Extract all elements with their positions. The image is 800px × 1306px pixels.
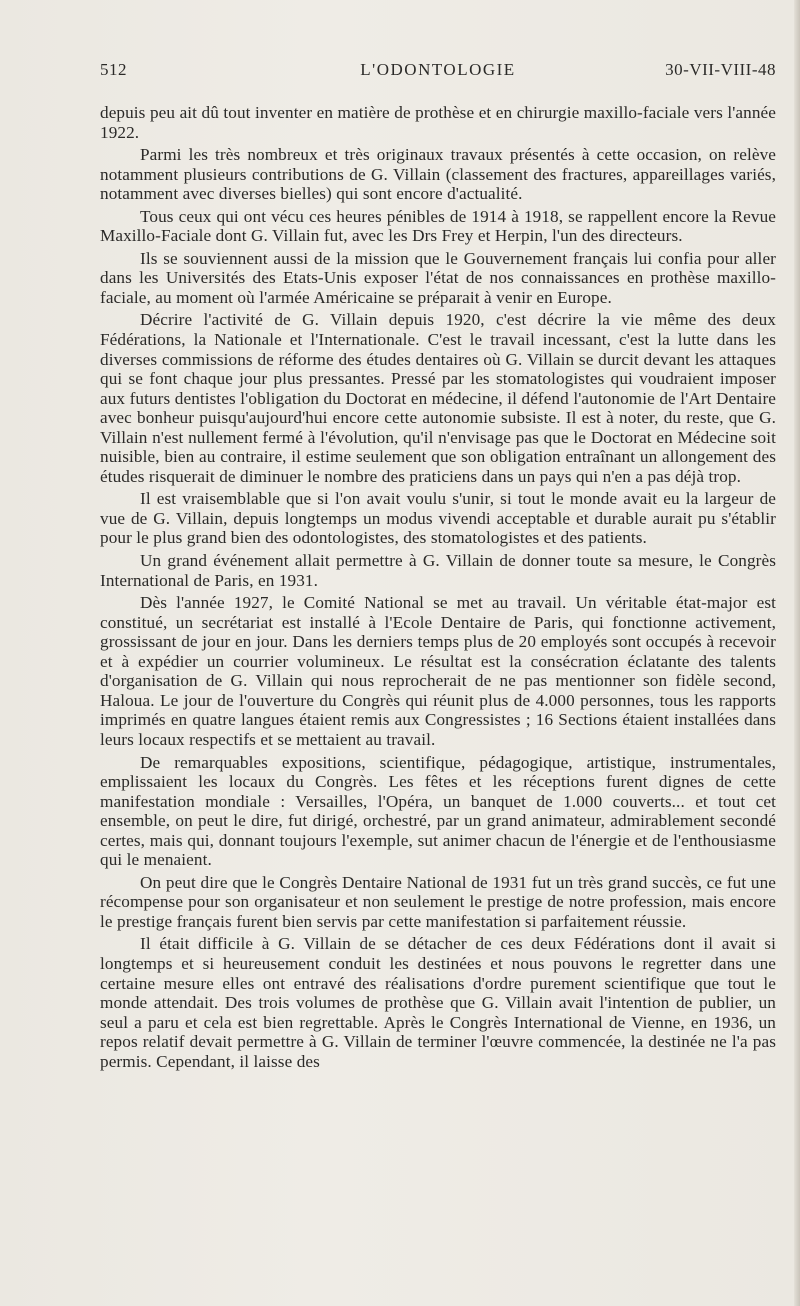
article-body — [100, 103, 776, 1071]
paragraph: depuis peu ait dû tout inventer en matière de prothèse et en chirurgie maxillo-faciale vers l'année 1922. — [100, 103, 776, 142]
paragraph: Décrire l'activité de G. Villain depuis 1920, c'est décrire la vie même des deux Fédérations, la Nationale et l'Internationale. C'est le travail incessant, c'est la lutte dans les diverses commissions de réforme des études dentaires où G. Villain se durcit devant les attaques qui se font chaque jour plus pressantes. Pressé par les stomatologistes qui voudraient imposer aux futurs dentistes l'obligation du Doctorat en médecine, il défend l'autonomie de l'Art Dentaire avec bonheur puisqu'aujourd'hui encore cette autonomie subsiste. Il est à noter, du reste, que G. Villain n'est nullement fermé à l'évolution, qu'il n'envisage pas que le Doctorat en Médecine soit nuisible, bien au contraire, il estime seulement que son obligation entraînant un allongement des études risquerait de diminuer le nombre des praticiens dans un pays qui n'en a pas déjà trop. — [100, 310, 776, 486]
issue-date: 30-VII-VIII-48 — [665, 60, 776, 79]
running-header — [100, 60, 776, 90]
paragraph: Un grand événement allait permettre à G. Villain de donner toute sa mesure, le Congrès International de Paris, en 1931. — [100, 551, 776, 590]
paragraph: Dès l'année 1927, le Comité National se met au travail. Un véritable état-major est constitué, un secrétariat est installé à l'Ecole Dentaire de Paris, qui fonctionne activement, grossissant de jour en jour. Dans les derniers temps plus de 20 employés sont occupés à recevoir et à expédier un courrier volumineux. Le résultat est la consécration éclatante des talents d'organisation de G. Villain qui nous reprocherait de ne pas mentionner son fidèle second, Haloua. Le jour de l'ouverture du Congrès qui réunit plus de 4.000 personnes, tous les rapports imprimés en quatre langues étaient remis aux Congressistes ; 16 Sections étaient installées dans leurs locaux respectifs et se mettaient au travail. — [100, 593, 776, 749]
journal-title: L'ODONTOLOGIE — [360, 60, 516, 79]
paragraph: Ils se souviennent aussi de la mission que le Gouvernement français lui confia pour aller dans les Universités des Etats-Unis exposer l'état de nos connaissances en prothèse maxillo-faciale, au moment où l'armée Américaine se préparait à venir en Europe. — [100, 248, 776, 307]
paragraph: Il était difficile à G. Villain de se détacher de ces deux Fédérations dont il avait si longtemps et si heureusement conduit les destinées et nous pouvons le regretter dans une certaine mesure elles ont entravé des réalisations d'ordre purement scientifique que tout le monde attendait. Des trois volumes de prothèse que G. Villain avait l'intention de publier, un seul a paru et cela est bien regrettable. Après le Congrès International de Vienne, en 1936, un repos relatif devait permettre à G. Villain de terminer l'œuvre commencée, la destinée ne l'a pas permis. Cependant, il laisse des — [100, 934, 776, 1071]
page-number: 512 — [100, 60, 127, 79]
paragraph: De remarquables expositions, scientifique, pédagogique, artistique, instrumentales, emplissaient les locaux du Congrès. Les fêtes et les réceptions furent dignes de cette manifestation mondiale : Versailles, l'Opéra, un banquet de 1.000 couverts... et tout cet ensemble, on peut le dire, fut dirigé, orchestré, par un grand animateur, admirablement secondé certes, mais qui, donnant toujours l'exemple, sut animer chacun de l'énergie et de l'enthousiasme qui le menaient. — [100, 752, 776, 870]
paragraph: Tous ceux qui ont vécu ces heures pénibles de 1914 à 1918, se rappellent encore la Revue Maxillo-Faciale dont G. Villain fut, avec les Drs Frey et Herpin, l'un des directeurs. — [100, 206, 776, 246]
page-edge — [794, 0, 800, 1306]
paragraph: On peut dire que le Congrès Dentaire National de 1931 fut un très grand succès, ce fut une récompense pour son organisateur et non seulement le prestige de notre profession, mais encore le prestige français furent bien servis par cette manifestation si parfaitement réussie. — [100, 872, 776, 931]
paragraph: Parmi les très nombreux et très originaux travaux présentés à cette occasion, on relève notamment plusieurs contributions de G. Villain (classement des fractures, appareillages variés, notamment avec diverses bielles) qui sont encore d'actualité. — [100, 145, 776, 204]
paragraph: Il est vraisemblable que si l'on avait voulu s'unir, si tout le monde avait eu la largeur de vue de G. Villain, depuis longtemps un modus vivendi acceptable et durable aurait pu s'établir pour le plus grand bien des odontologistes, des stomatologistes et des patients. — [100, 489, 776, 548]
